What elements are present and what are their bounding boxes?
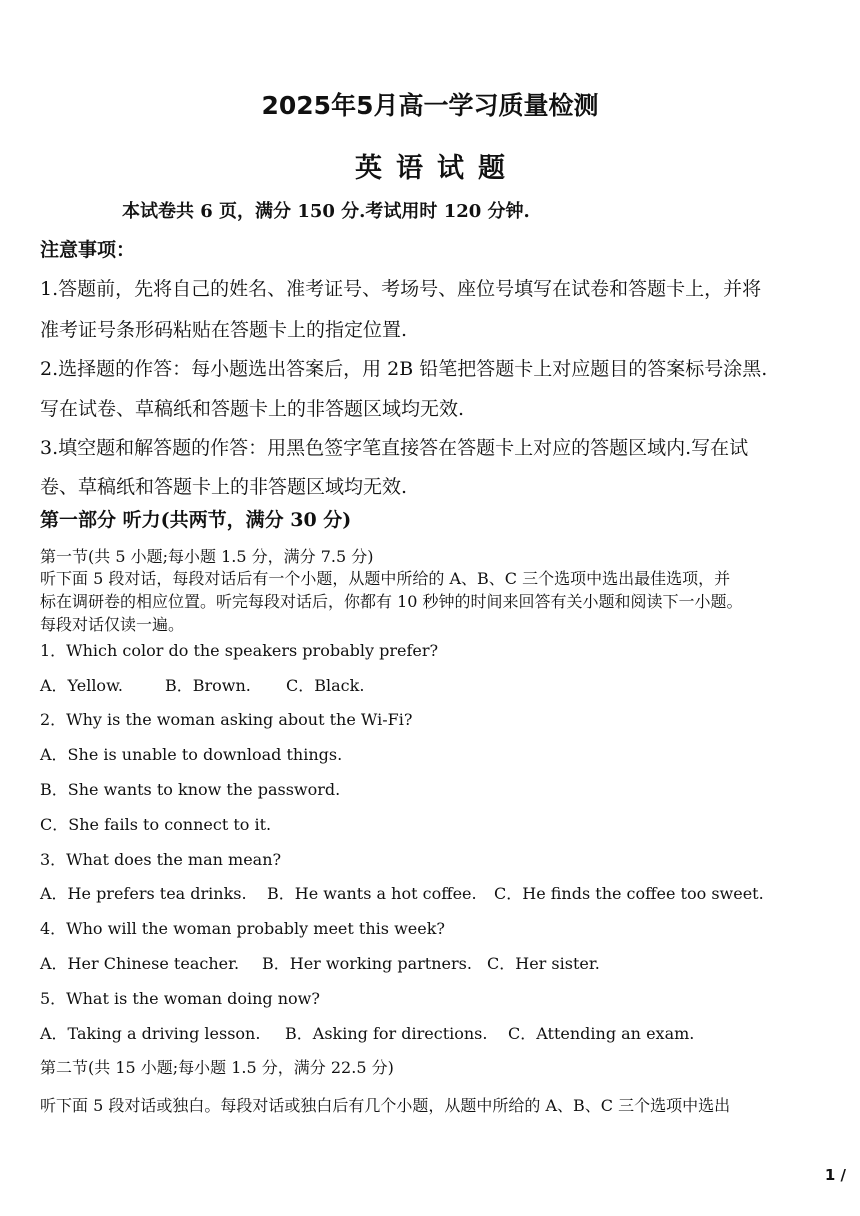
notice-line: 卷、草稿纸和答题卡上的非答题区域均无效. [40,476,408,498]
notice-line: 1.答题前，先将自己的姓名、准考证号、考场号、座位号填写在试卷和答题卡上，并将 [40,278,762,300]
exam-title: 2025年5月高一学习质量检测 [261,91,599,120]
question-stem: 1．Which color do the speakers probably prefer? [40,641,439,660]
notice-line: 2.选择题的作答：每小题选出答案后，用 2B 铅笔把答题卡上对应题目的答案标号涂黑. [40,358,768,380]
question-option: A．Her Chinese teacher. [40,954,240,973]
question-option: C．He finds the coffee too sweet. [494,884,764,903]
exam-info: 本试卷共 6 页，满分 150 分.考试用时 120 分钟. [122,201,530,222]
question-option: A．Taking a driving lesson. [40,1024,261,1043]
question-stem: 5．What is the woman doing now? [40,989,320,1008]
question-option: B．Asking for directions. [285,1024,488,1043]
section1-instruction: 标在调研卷的相应位置。听完每段对话后，你都有 10 秒钟的时间来回答有关小题和阅读下一小题。 [40,592,743,611]
question-stem: 2．Why is the woman asking about the Wi-Fi? [40,710,413,729]
question-option: A．He prefers tea drinks. [40,884,247,903]
section1-instruction: 每段对话仅读一遍。 [40,615,185,634]
question-stem: 3．What does the man mean? [40,850,282,869]
question-option: B．Brown. [165,676,251,695]
section2-heading: 第二节(共 15 小题;每小题 1.5 分，满分 22.5 分) [40,1058,394,1077]
question-option: C．Attending an exam. [508,1024,695,1043]
question-option: A．Yellow. [40,676,123,695]
question-option: B．Her working partners. [262,954,472,973]
section1-instruction: 听下面 5 段对话，每段对话后有一个小题，从题中所给的 A、B、C 三个选项中选出最佳选项，并 [40,569,731,588]
exam-subject: 英语试题 [355,153,519,184]
part1-heading: 第一部分 听力(共两节，满分 30 分) [40,509,352,531]
question-option: C．Her sister. [487,954,600,973]
notice-line: 3.填空题和解答题的作答：用黑色签字笔直接答在答题卡上对应的答题区域内.写在试 [40,437,749,459]
section1-heading: 第一节(共 5 小题;每小题 1.5 分，满分 7.5 分) [40,547,374,566]
page-number: 1 / [824,1166,846,1184]
question-option: C．Black. [286,676,365,695]
question-option: C．She fails to connect to it. [40,815,272,834]
question-option: B．He wants a hot coffee. [267,884,477,903]
section2-instruction: 听下面 5 段对话或独白。每段对话或独白后有几个小题，从题中所给的 A、B、C 三个选项中选出 [40,1096,731,1115]
notice-heading: 注意事项： [40,239,136,261]
question-option: A．She is unable to download things. [40,745,343,764]
question-stem: 4．Who will the woman probably meet this week? [40,919,445,938]
notice-line: 写在试卷、草稿纸和答题卡上的非答题区域均无效. [40,398,465,420]
question-option: B．She wants to know the password. [40,780,341,799]
notice-line: 准考证号条形码粘贴在答题卡上的指定位置. [40,319,408,341]
